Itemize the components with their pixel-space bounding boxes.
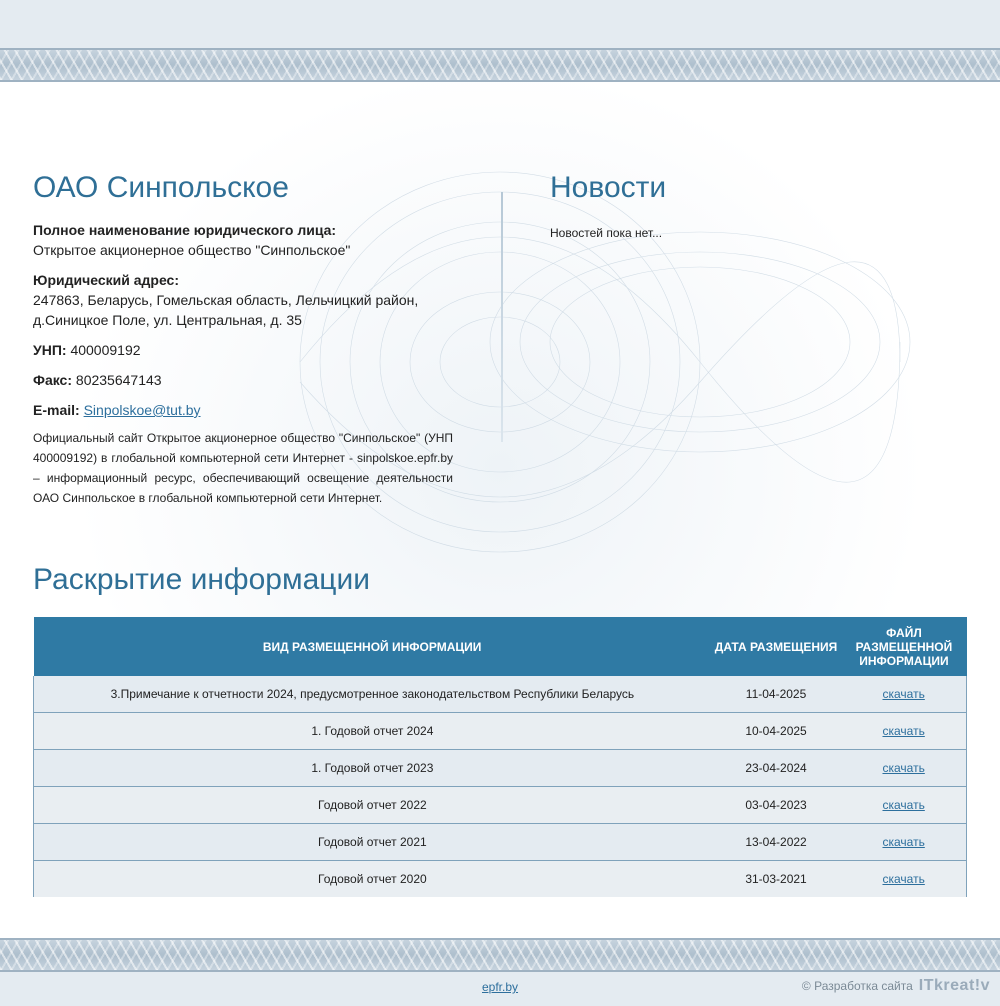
developer-credit (802, 977, 990, 995)
row-type: Годовой отчет 2022 (34, 787, 711, 824)
download-link[interactable]: скачать (882, 724, 925, 738)
table-row (34, 750, 967, 787)
address-value: 247863, Беларусь, Гомельская область, Лельчицкий район, д.Синицкое Поле, ул. Центральная, д. 35 (33, 292, 419, 328)
row-file-cell (841, 787, 966, 824)
download-link[interactable]: скачать (882, 687, 925, 701)
credit-text: © Разработка сайта (801, 979, 913, 993)
row-type: 3.Примечание к отчетности 2024, предусмотренное законодательством Республики Беларусь (34, 676, 711, 713)
row-date: 31-03-2021 (711, 861, 842, 898)
developer-logo[interactable]: ITkreat!v (918, 977, 990, 994)
full-name-value: Открытое акционерное общество "Синпольское" (33, 242, 351, 258)
column-divider (501, 192, 503, 442)
download-link[interactable]: скачать (882, 835, 925, 849)
news-empty-message: Новостей пока нет... (550, 226, 663, 240)
fax-value: 80235647143 (75, 372, 162, 388)
unp-field (33, 340, 453, 360)
row-date: 13-04-2022 (711, 824, 842, 861)
footer-ornament-band (0, 938, 1000, 972)
email-label: E-mail: (33, 402, 80, 418)
row-type: Годовой отчет 2021 (34, 824, 711, 861)
download-link[interactable]: скачать (882, 761, 925, 775)
address-label: Юридический адрес: (33, 272, 179, 288)
row-type: Годовой отчет 2020 (34, 861, 711, 898)
unp-value: 400009192 (70, 342, 141, 358)
header-type: ВИД РАЗМЕЩЕННОЙ ИНФОРМАЦИИ (34, 617, 711, 676)
news-title: Новости (550, 171, 667, 204)
row-file-cell (841, 861, 966, 898)
header-file: ФАЙЛ РАЗМЕЩЕННОЙ ИНФОРМАЦИИ (841, 617, 966, 676)
row-file-cell (841, 824, 966, 861)
row-file-cell (841, 750, 966, 787)
company-title: ОАО Синпольское (33, 171, 289, 204)
address-field (33, 270, 453, 330)
table-row (34, 713, 967, 750)
news-section (550, 170, 970, 240)
row-file-cell (841, 713, 966, 750)
disclosure-table (33, 617, 967, 897)
row-date: 10-04-2025 (711, 713, 842, 750)
disclosure-title: Раскрытие информации (33, 563, 370, 596)
row-type: 1. Годовой отчет 2023 (34, 750, 711, 787)
email-link[interactable]: Sinpolskoe@tut.by (83, 402, 201, 418)
row-date: 23-04-2024 (711, 750, 842, 787)
row-type: 1. Годовой отчет 2024 (34, 713, 711, 750)
main-content (0, 82, 1000, 938)
full-name-field (33, 220, 453, 260)
fax-label: Факс: (33, 372, 73, 388)
footer (0, 972, 1000, 1006)
download-link[interactable]: скачать (882, 872, 925, 886)
site-description: Официальный сайт Открытое акционерное общество "Синпольское" (УНП 400009192) в глобальной компьютерной сети Интернет - sinpolskoe.epfr.by – информационный ресурс, обеспечивающий освещение деятельности ОАО Синпольское в глобальной компьютерной сети Интернет. (33, 431, 453, 505)
company-info (33, 170, 453, 508)
table-row (34, 861, 967, 898)
table-row (34, 676, 967, 713)
header-ornament-band (0, 48, 1000, 82)
table-header-row (34, 617, 967, 676)
full-name-label: Полное наименование юридического лица: (33, 222, 337, 238)
fax-field (33, 370, 453, 390)
email-field (33, 400, 453, 420)
table-row (34, 787, 967, 824)
row-date: 03-04-2023 (711, 787, 842, 824)
row-file-cell (841, 676, 966, 713)
unp-label: УНП: (33, 342, 67, 358)
row-date: 11-04-2025 (711, 676, 842, 713)
top-bar (0, 0, 1000, 48)
table-row (34, 824, 967, 861)
epfr-link[interactable]: epfr.by (482, 980, 519, 994)
header-date: ДАТА РАЗМЕЩЕНИЯ (711, 617, 842, 676)
download-link[interactable]: скачать (882, 798, 925, 812)
